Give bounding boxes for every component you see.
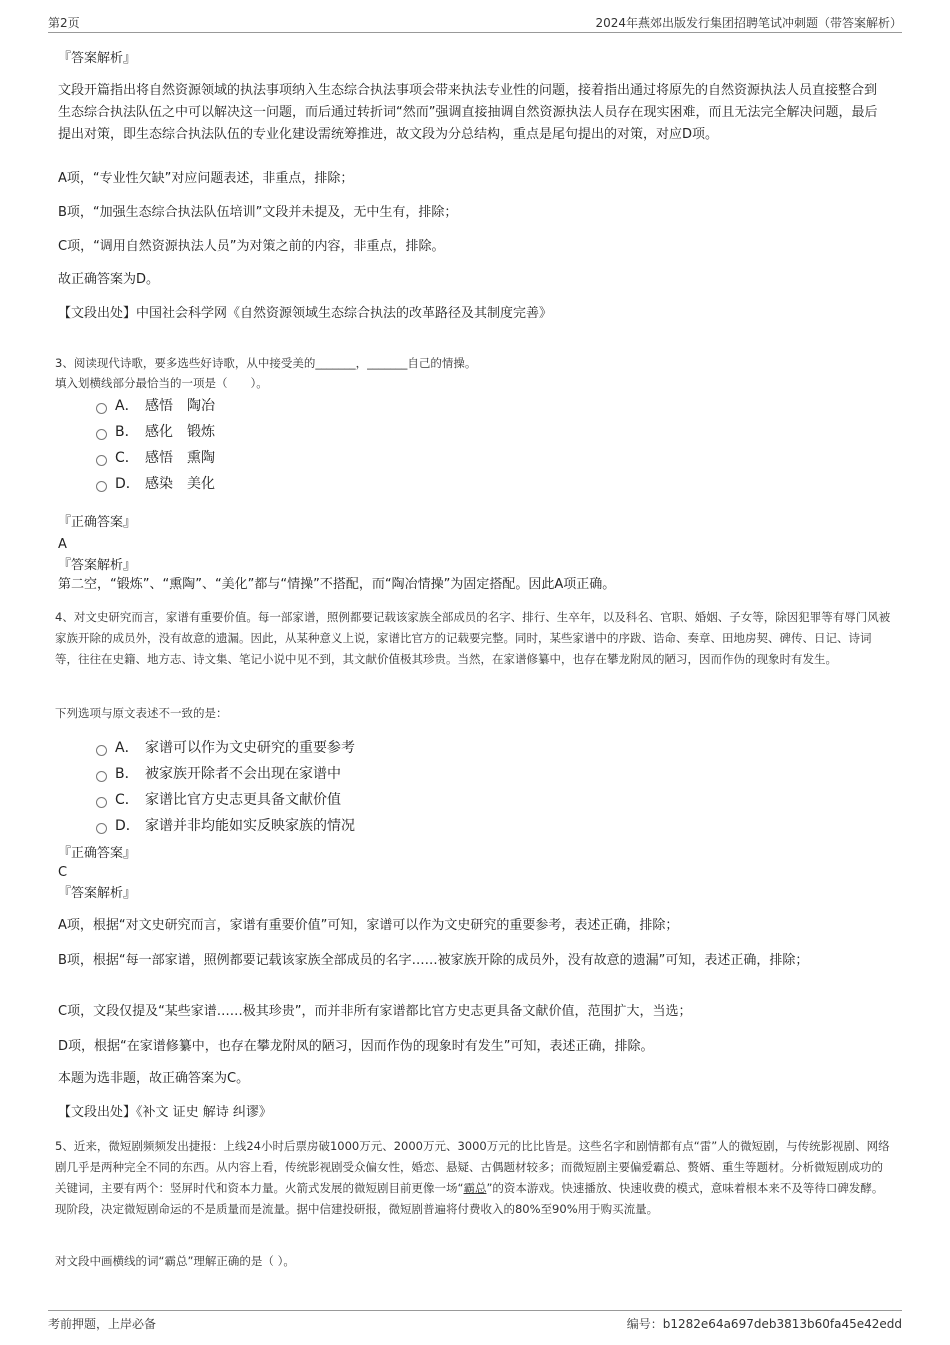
question-4-question: 下列选项与原文表述不一致的是：	[55, 706, 228, 720]
question-3-option-b[interactable]: B． 感化 锻炼	[96, 422, 215, 442]
analysis-label: 『答案解析』	[58, 558, 137, 573]
question-4-stem: 4、对文史研究而言，家谱有重要价值。每一部家谱，照例都要记载该家族全部成员的名字、排行、生卒年，以及科名、官职、婚姻、子女等，除因犯罪等有辱门风被家族开除的成员外，没有故意的遗漏。因此，从某种意义上说，家谱比官方的记载要完整。同时，某些家谱中的序跋、诰命、奏章、田地房契、碑传、日记、诗词等，往往在史籍、地方志、诗文集、笔记小说中见不到，其文献价值极其珍贵。当然，在家谱修纂中，也存在攀龙附凤的陋习，因而作伪的现象时有发生。	[55, 610, 891, 666]
source-line: 【文段出处】《补文 证史 解诗 纠谬》	[58, 1105, 272, 1120]
analysis-option-b: B项，“加强生态综合执法队伍培训”文段并未提及，无中生有，排除；	[58, 205, 458, 220]
question-3-option-d[interactable]: D． 感染 美化	[96, 474, 215, 494]
question-4-option-b[interactable]: B． 被家族开除者不会出现在家谱中	[96, 764, 341, 784]
radio-button[interactable]	[96, 745, 107, 756]
underlined-term: 霸总	[463, 1181, 487, 1195]
page-number: 第2页	[48, 16, 80, 30]
analysis-label: 『答案解析』	[58, 886, 137, 901]
page-header	[48, 12, 902, 33]
analysis-paragraph: 文段开篇指出将自然资源领域的执法事项纳入生态综合执法事项会带来执法专业性的问题，接着指出通过将原先的自然资源执法人员直接整合到生态综合执法队伍之中可以解决这一问题，而后通过转折词“然而”强调直接抽调自然资源执法人员存在现实困难，而且无法完全解决问题，最后提出对策，即生态综合执法队伍的专业化建设需统筹推进，故文段为分总结构，重点是尾句提出的对策，对应D项。	[58, 83, 878, 142]
question-3-stem: 3、阅读现代诗歌，要多选些好诗歌，从中接受美的_______，_______自己的情操。	[55, 356, 477, 370]
question-4-option-c[interactable]: C． 家谱比官方史志更具备文献价值	[96, 790, 341, 810]
radio-button[interactable]	[96, 429, 107, 440]
answer-line: 本题为选非题，故正确答案为C。	[58, 1071, 250, 1086]
question-5-stem: 5、近来，微短剧频频发出捷报：上线24小时后票房破1000万元、2000万元、3000万元的比比皆是。这些名字和剧情都有点“雷”人的微短剧，与传统影视剧、网络剧几乎是两种完全不同的东西。从内容上看，传统影视剧受众偏女性，婚恋、悬疑、古偶题材较多；而微短剧主要偏爱霸总、赘婿、重生等题材。分析微短剧成功的关键词，主要有两个：竖屏时代和资本力量。火箭式发展的微短剧目前更像一场“霸总”的资本游戏。快速播放、快速收费的模式，意味着根本来不及等待口碑发酵。现阶段，决定微短剧命运的不是质量而是流量。据中信建投研报，微短剧普遍将付费收入的80%至90%用于购买流量。	[55, 1139, 890, 1216]
document-title: 2024年燕郊出版发行集团招聘笔试冲刺题（带答案解析）	[595, 16, 902, 30]
question-3-analysis: 第二空，“锻炼”、“熏陶”、“美化”都与“情操”不搭配，而“陶冶情操”为固定搭配。因此A项正确。	[58, 577, 616, 592]
analysis-option-a: A项，根据“对文史研究而言，家谱有重要价值”可知，家谱可以作为文史研究的重要参考，表述正确，排除；	[58, 918, 679, 933]
question-3-option-c[interactable]: C． 感悟 熏陶	[96, 448, 215, 468]
question-3-instruction: 填入划横线部分最恰当的一项是（ ）。	[55, 376, 268, 390]
analysis-option-c: C项，文段仅提及“某些家谱……极其珍贵”，而并非所有家谱都比官方史志更具备文献价值，范围扩大，当选；	[58, 1004, 692, 1019]
analysis-option-b: B项，根据“每一部家谱，照例都要记载该家族全部成员的名字……被家族开除的成员外，没有故意的遗漏”可知，表述正确，排除；	[58, 953, 809, 968]
answer-line: 故正确答案为D。	[58, 272, 160, 287]
radio-button[interactable]	[96, 403, 107, 414]
correct-answer-label: 『正确答案』	[58, 515, 137, 530]
radio-button[interactable]	[96, 455, 107, 466]
source-line: 【文段出处】中国社会科学网《自然资源领域生态综合执法的改革路径及其制度完善》	[58, 306, 553, 321]
page-footer	[48, 1310, 902, 1333]
radio-button[interactable]	[96, 771, 107, 782]
correct-answer: C	[58, 865, 68, 880]
analysis-option-d: D项，根据“在家谱修纂中，也存在攀龙附凤的陋习，因而作伪的现象时有发生”可知，表述正确，排除。	[58, 1039, 654, 1054]
analysis-label: 『答案解析』	[58, 51, 137, 66]
document-code: 编号：b1282e64a697deb3813b60fa45e42edd	[626, 1317, 902, 1331]
correct-answer: A	[58, 537, 67, 552]
footer-slogan: 考前押题，上岸必备	[48, 1317, 157, 1331]
question-4-option-d[interactable]: D． 家谱并非均能如实反映家族的情况	[96, 816, 355, 836]
analysis-option-c: C项，“调用自然资源执法人员”为对策之前的内容，非重点，排除。	[58, 239, 445, 254]
radio-button[interactable]	[96, 481, 107, 492]
question-4-option-a[interactable]: A． 家谱可以作为文史研究的重要参考	[96, 738, 355, 758]
analysis-option-a: A项，“专业性欠缺”对应问题表述，非重点，排除；	[58, 171, 354, 186]
question-5-question: 对文段中画横线的词“霸总”理解正确的是（ ）。	[55, 1254, 295, 1268]
radio-button[interactable]	[96, 823, 107, 834]
correct-answer-label: 『正确答案』	[58, 846, 137, 861]
question-3-option-a[interactable]: A． 感悟 陶冶	[96, 396, 215, 416]
radio-button[interactable]	[96, 797, 107, 808]
